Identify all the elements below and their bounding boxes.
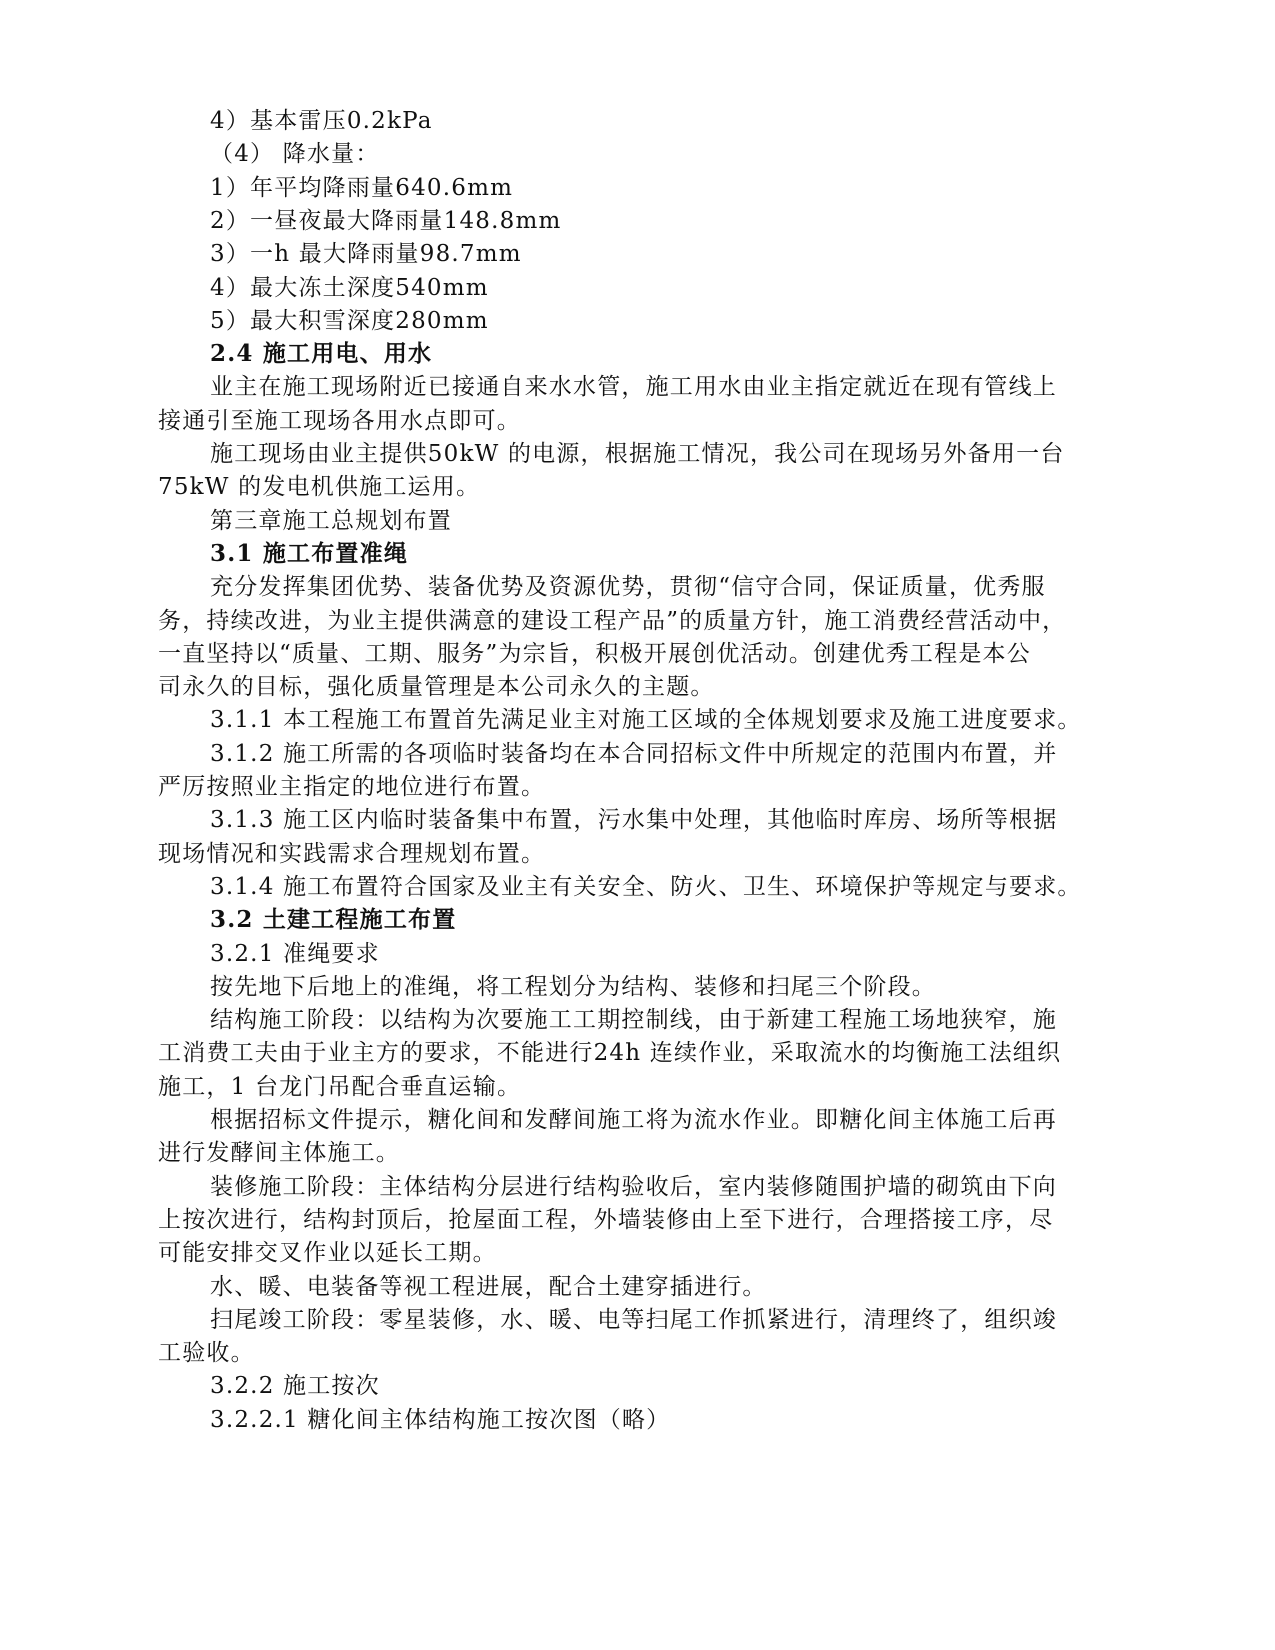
- text-line: 4）基本雷压0.2kPa: [210, 108, 433, 134]
- text-line: 上按次进行，结构封顶后，抢屋面工程，外墙装修由上至下进行，合理搭接工序，尽: [158, 1206, 1054, 1233]
- text-line: 进行发酵间主体施工。: [158, 1140, 400, 1167]
- text-line: 充分发挥集团优势、装备优势及资源优势，贯彻“信守合同，保证质量，优秀服: [210, 574, 1046, 601]
- text-line: 结构施工阶段：以结构为次要施工工期控制线，由于新建工程施工场地狭窄，施: [210, 1007, 1057, 1034]
- text-line: 扫尾竣工阶段：零星装修，水、暖、电等扫尾工作抓紧进行，清理终了，组织竣: [210, 1306, 1057, 1333]
- text-line: 司永久的目标，强化质量管理是本公司永久的主题。: [158, 674, 715, 701]
- text-line: 第三章施工总规划布置: [210, 507, 452, 534]
- text-line: 3.2.1 准绳要求: [210, 940, 380, 967]
- text-line: 3）一h 最大降雨量98.7mm: [210, 241, 522, 268]
- text-line: 严厉按照业主指定的地位进行布置。: [158, 774, 546, 800]
- text-line: 接通引至施工现场各用水点即可。: [158, 407, 521, 434]
- text-line: 3.1.2 施工所需的各项临时装备均在本合同招标文件中所规定的范围内布置，并: [210, 740, 1058, 767]
- text-line: 水、暖、电装备等视工程进展，配合土建穿插进行。: [210, 1273, 767, 1300]
- text-line: 1）年平均降雨量640.6mm: [210, 174, 514, 201]
- text-line: 根据招标文件提示，糖化间和发酵间施工将为流水作业。即糖化间主体施工后再: [210, 1107, 1057, 1133]
- text-line: 施工，1 台龙门吊配合垂直运输。: [158, 1073, 522, 1100]
- text-line: 3.1.4 施工布置符合国家及业主有关安全、防火、卫生、环境保护等规定与要求。: [210, 873, 1082, 900]
- text-line: 可能安排交叉作业以延长工期。: [158, 1240, 497, 1267]
- text-line: 施工现场由业主提供50kW 的电源，根据施工情况，我公司在现场另外备用一台: [210, 441, 1065, 467]
- text-line: 按先地下后地上的准绳，将工程划分为结构、装修和扫尾三个阶段。: [210, 973, 936, 1000]
- text-line: 工消费工夫由于业主方的要求，不能进行24h 连续作业，采取流水的均衡施工法组织: [158, 1040, 1062, 1067]
- text-line: 5）最大积雪深度280mm: [210, 307, 489, 334]
- section-heading: 3.2 土建工程施工布置: [210, 906, 457, 934]
- text-line: （4） 降水量：: [210, 141, 380, 168]
- text-line: 3.2.2 施工按次: [210, 1373, 380, 1400]
- text-line: 一直坚持以“质量、工期、服务”为宗旨，积极开展创优活动。创建优秀工程是本公: [158, 640, 1031, 667]
- text-line: 工验收。: [158, 1340, 255, 1367]
- text-line: 75kW 的发电机供施工运用。: [158, 474, 481, 501]
- text-line: 务，持续改进，为业主提供满意的建设工程产品”的质量方针，施工消费经营活动中，: [158, 607, 1067, 634]
- text-line: 装修施工阶段：主体结构分层进行结构验收后，室内装修随围护墙的砌筑由下向: [210, 1173, 1057, 1200]
- text-line: 现场情况和实践需求合理规划布置。: [158, 840, 546, 867]
- text-line: 业主在施工现场附近已接通自来水水管，施工用水由业主指定就近在现有管线上: [210, 374, 1057, 401]
- text-line: 2）一昼夜最大降雨量148.8mm: [210, 207, 562, 234]
- text-line: 3.2.2.1 糖化间主体结构施工按次图（略）: [210, 1406, 671, 1433]
- section-heading: 2.4 施工用电、用水: [210, 340, 433, 368]
- text-line: 3.1.1 本工程施工布置首先满足业主对施工区域的全体规划要求及施工进度要求。: [210, 707, 1082, 734]
- text-line: 4）最大冻土深度540mm: [210, 274, 489, 301]
- text-line: 3.1.3 施工区内临时装备集中布置，污水集中处理，其他临时库房、场所等根据: [210, 807, 1058, 834]
- section-heading: 3.1 施工布置准绳: [210, 539, 409, 567]
